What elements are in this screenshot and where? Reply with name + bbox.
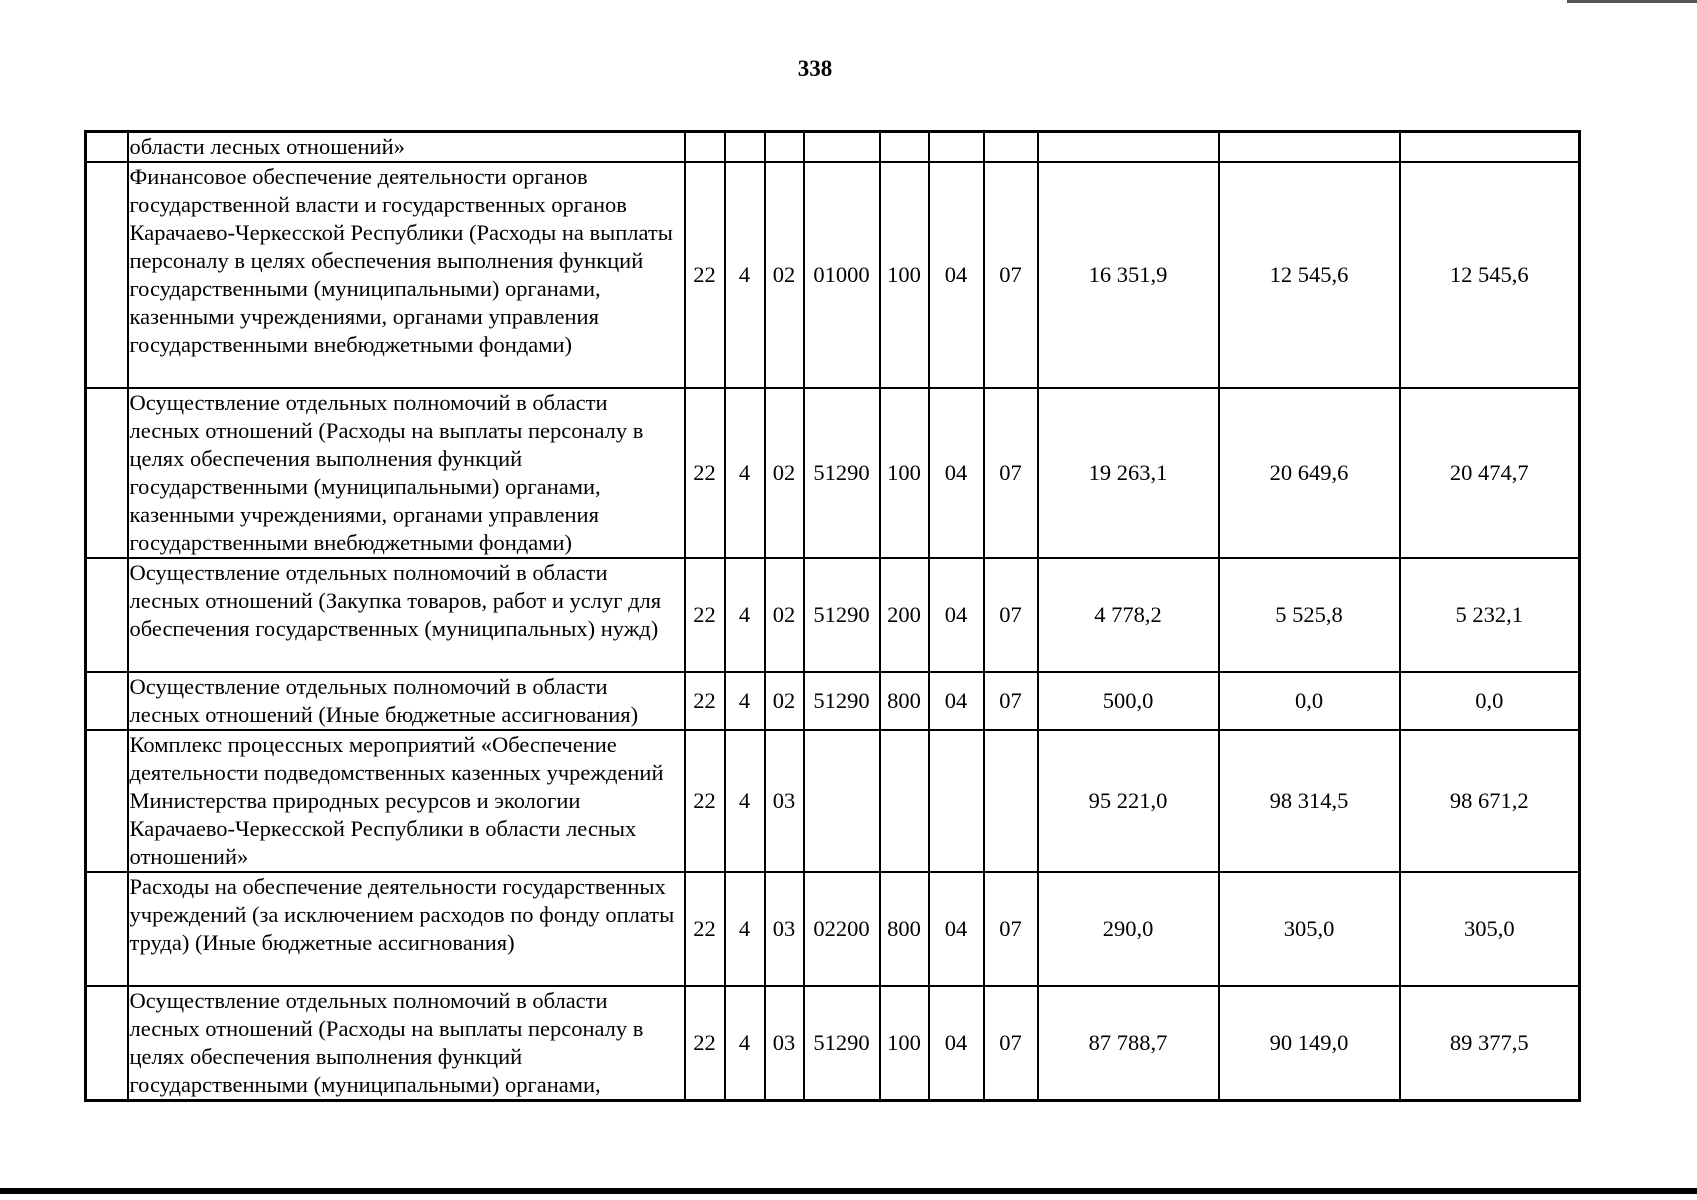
amount-cell: 90 149,0	[1219, 986, 1400, 1101]
code-cell: 200	[880, 558, 929, 672]
code-cell: 04	[929, 558, 984, 672]
code-cell: 51290	[804, 558, 880, 672]
code-cell: 800	[880, 872, 929, 986]
table-body	[86, 132, 1580, 1101]
code-cell: 22	[685, 388, 725, 558]
code-cell	[880, 132, 929, 163]
amount-cell: 98 314,5	[1219, 730, 1400, 872]
code-cell: 02	[765, 388, 804, 558]
amount-cell: 89 377,5	[1400, 986, 1580, 1101]
code-cell: 22	[685, 558, 725, 672]
row-number-cell	[86, 730, 128, 872]
code-cell: 04	[929, 672, 984, 730]
description-cell: Осуществление отдельных полномочий в области лесных отношений (Иные бюджетные ассигнования)	[128, 672, 685, 730]
row-number-cell	[86, 132, 128, 163]
code-cell: 04	[929, 162, 984, 388]
code-cell	[685, 132, 725, 163]
code-cell	[804, 730, 880, 872]
description-cell: области лесных отношений»	[128, 132, 685, 163]
amount-cell: 5 232,1	[1400, 558, 1580, 672]
code-cell: 07	[984, 986, 1038, 1101]
table-row	[86, 986, 1580, 1101]
code-cell	[984, 730, 1038, 872]
code-cell: 03	[765, 730, 804, 872]
code-cell	[804, 132, 880, 163]
code-cell: 51290	[804, 388, 880, 558]
table-row	[86, 730, 1580, 872]
amount-cell: 5 525,8	[1219, 558, 1400, 672]
code-cell: 100	[880, 162, 929, 388]
table-row	[86, 872, 1580, 986]
amount-cell	[1219, 132, 1400, 163]
description-cell: Комплекс процессных мероприятий «Обеспечение деятельности подведомственных казенных учреждений Министерства природных ресурсов и экологии Карачаево-Черкесской Республики в области лесных отношений»	[128, 730, 685, 872]
amount-cell: 19 263,1	[1038, 388, 1219, 558]
amount-cell: 98 671,2	[1400, 730, 1580, 872]
code-cell: 4	[725, 558, 765, 672]
amount-cell: 305,0	[1219, 872, 1400, 986]
code-cell: 02200	[804, 872, 880, 986]
code-cell: 07	[984, 558, 1038, 672]
code-cell: 4	[725, 986, 765, 1101]
row-number-cell	[86, 872, 128, 986]
table-row	[86, 672, 1580, 730]
code-cell: 04	[929, 872, 984, 986]
amount-cell: 12 545,6	[1219, 162, 1400, 388]
code-cell: 100	[880, 388, 929, 558]
code-cell: 07	[984, 388, 1038, 558]
amount-cell: 12 545,6	[1400, 162, 1580, 388]
scan-edge-mark	[1567, 0, 1697, 3]
description-cell: Финансовое обеспечение деятельности органов государственной власти и государственных органов Карачаево-Черкесской Республики (Расходы на выплаты персоналу в целях обеспечения выполнения функций государственными (муниципальными) органами, казенными учреждениями, органами управления государственными внебюджетными фондами)	[128, 162, 685, 388]
code-cell: 4	[725, 872, 765, 986]
code-cell	[984, 132, 1038, 163]
description-cell: Осуществление отдельных полномочий в области лесных отношений (Закупка товаров, работ и услуг для обеспечения государственных (муниципальных) нужд)	[128, 558, 685, 672]
code-cell: 02	[765, 672, 804, 730]
amount-cell	[1400, 132, 1580, 163]
code-cell: 800	[880, 672, 929, 730]
code-cell	[725, 132, 765, 163]
budget-table	[84, 130, 1581, 1102]
amount-cell: 20 474,7	[1400, 388, 1580, 558]
code-cell: 22	[685, 162, 725, 388]
amount-cell: 4 778,2	[1038, 558, 1219, 672]
code-cell: 51290	[804, 986, 880, 1101]
code-cell: 22	[685, 872, 725, 986]
code-cell: 22	[685, 730, 725, 872]
code-cell: 03	[765, 986, 804, 1101]
code-cell: 07	[984, 872, 1038, 986]
amount-cell: 20 649,6	[1219, 388, 1400, 558]
amount-cell: 305,0	[1400, 872, 1580, 986]
row-number-cell	[86, 558, 128, 672]
code-cell: 07	[984, 162, 1038, 388]
code-cell: 04	[929, 388, 984, 558]
table-row	[86, 132, 1580, 163]
amount-cell: 95 221,0	[1038, 730, 1219, 872]
amount-cell: 87 788,7	[1038, 986, 1219, 1101]
code-cell: 22	[685, 986, 725, 1101]
code-cell: 4	[725, 388, 765, 558]
row-number-cell	[86, 672, 128, 730]
code-cell: 01000	[804, 162, 880, 388]
amount-cell: 0,0	[1400, 672, 1580, 730]
amount-cell: 500,0	[1038, 672, 1219, 730]
code-cell	[929, 132, 984, 163]
table-row	[86, 388, 1580, 558]
code-cell: 02	[765, 558, 804, 672]
amount-cell	[1038, 132, 1219, 163]
bottom-rule	[0, 1188, 1697, 1194]
code-cell: 22	[685, 672, 725, 730]
code-cell	[929, 730, 984, 872]
description-cell: Осуществление отдельных полномочий в области лесных отношений (Расходы на выплаты персоналу в целях обеспечения выполнения функций государственными (муниципальными) органами,	[128, 986, 685, 1101]
table-row	[86, 162, 1580, 388]
row-number-cell	[86, 162, 128, 388]
code-cell: 4	[725, 730, 765, 872]
code-cell: 4	[725, 672, 765, 730]
row-number-cell	[86, 986, 128, 1101]
amount-cell: 0,0	[1219, 672, 1400, 730]
code-cell: 03	[765, 872, 804, 986]
code-cell: 100	[880, 986, 929, 1101]
code-cell	[880, 730, 929, 872]
description-cell: Расходы на обеспечение деятельности государственных учреждений (за исключением расходов по фонду оплаты труда) (Иные бюджетные ассигнования)	[128, 872, 685, 986]
table-row	[86, 558, 1580, 672]
page-number: 338	[797, 56, 833, 81]
code-cell: 07	[984, 672, 1038, 730]
code-cell: 4	[725, 162, 765, 388]
row-number-cell	[86, 388, 128, 558]
amount-cell: 16 351,9	[1038, 162, 1219, 388]
description-cell: Осуществление отдельных полномочий в области лесных отношений (Расходы на выплаты персоналу в целях обеспечения выполнения функций государственными (муниципальными) органами, казенными учреждениями, органами управления государственными внебюджетными фондами)	[128, 388, 685, 558]
amount-cell: 290,0	[1038, 872, 1219, 986]
code-cell: 51290	[804, 672, 880, 730]
code-cell: 02	[765, 162, 804, 388]
code-cell: 04	[929, 986, 984, 1101]
code-cell	[765, 132, 804, 163]
